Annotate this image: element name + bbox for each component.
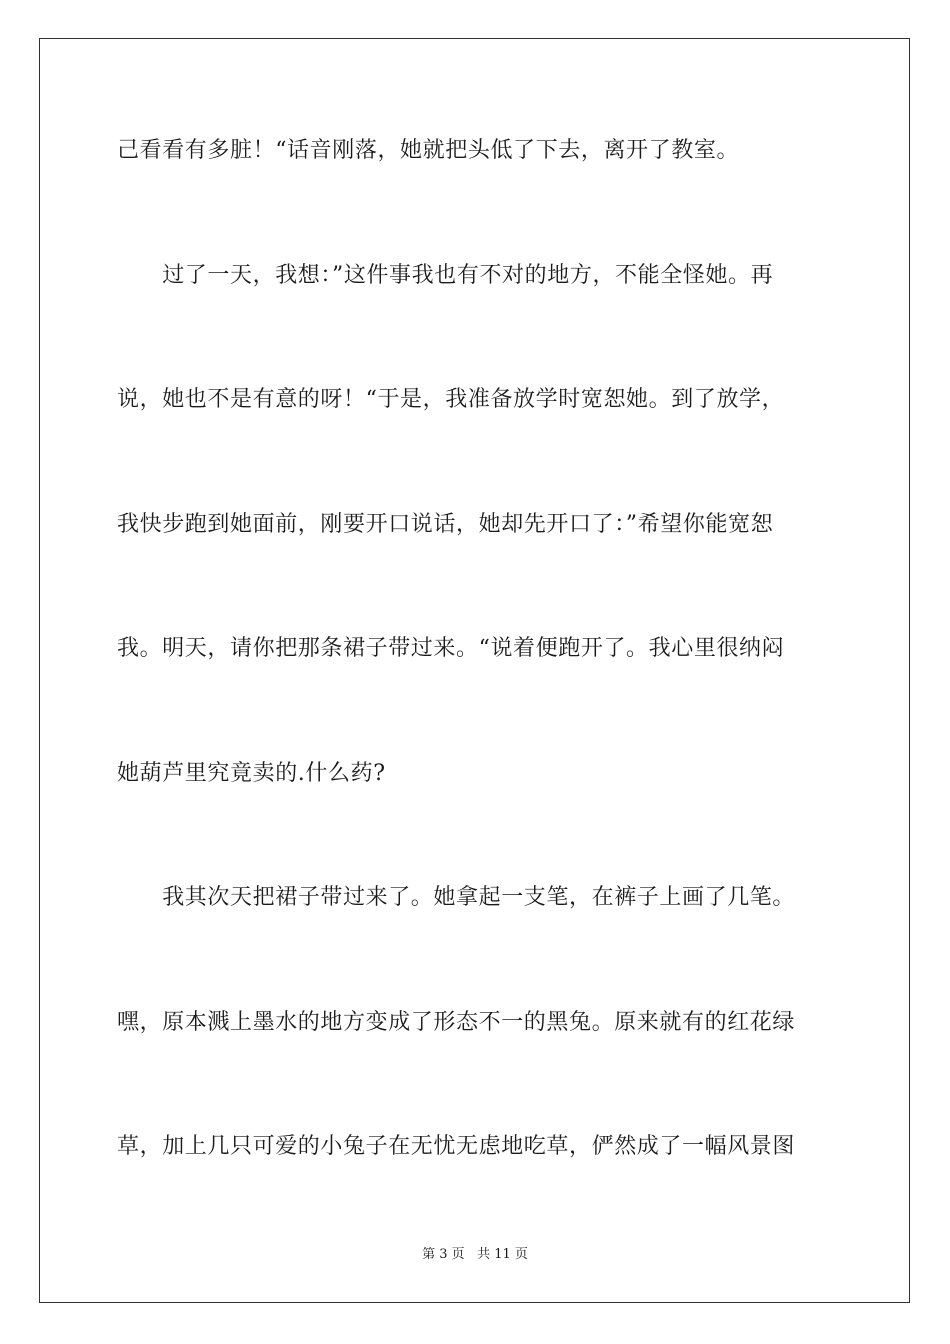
- text-line-2: 过了一天，我想：”这件事我也有不对的地方，不能全怪她。再: [117, 263, 774, 288]
- text-line-4: 我快步跑到她面前，刚要开口说话，她却先开口了：”希望你能宽恕: [117, 512, 774, 537]
- text-line-5: 我。明天，请你把那条裙子带过来。“说着便跑开了。我心里很纳闷: [117, 636, 785, 661]
- page-total: 共 11 页: [477, 1247, 528, 1262]
- text-line-7: 我其次天把裙子带过来了。她拿起一支笔，在裤子上画了几笔。: [117, 885, 796, 910]
- page-frame: [39, 38, 910, 1303]
- page-footer: [0, 1246, 950, 1264]
- text-line-6: 她葫芦里究竟卖的.什么药?: [117, 761, 386, 786]
- text-line-3: 说，她也不是有意的呀！“于是，我准备放学时宽恕她。到了放学，: [117, 387, 785, 412]
- text-line-1: 己看看有多脏！“话音刚落，她就把头低了下去，离开了教室。: [117, 138, 740, 163]
- text-line-9: 草，加上几只可爱的小兔子在无忧无虑地吃草，俨然成了一幅风景图: [117, 1134, 796, 1159]
- page-number: 第 3 页: [422, 1247, 465, 1262]
- text-line-8: 嘿，原本溅上墨水的地方变成了形态不一的黑兔。原来就有的红花绿: [117, 1010, 796, 1035]
